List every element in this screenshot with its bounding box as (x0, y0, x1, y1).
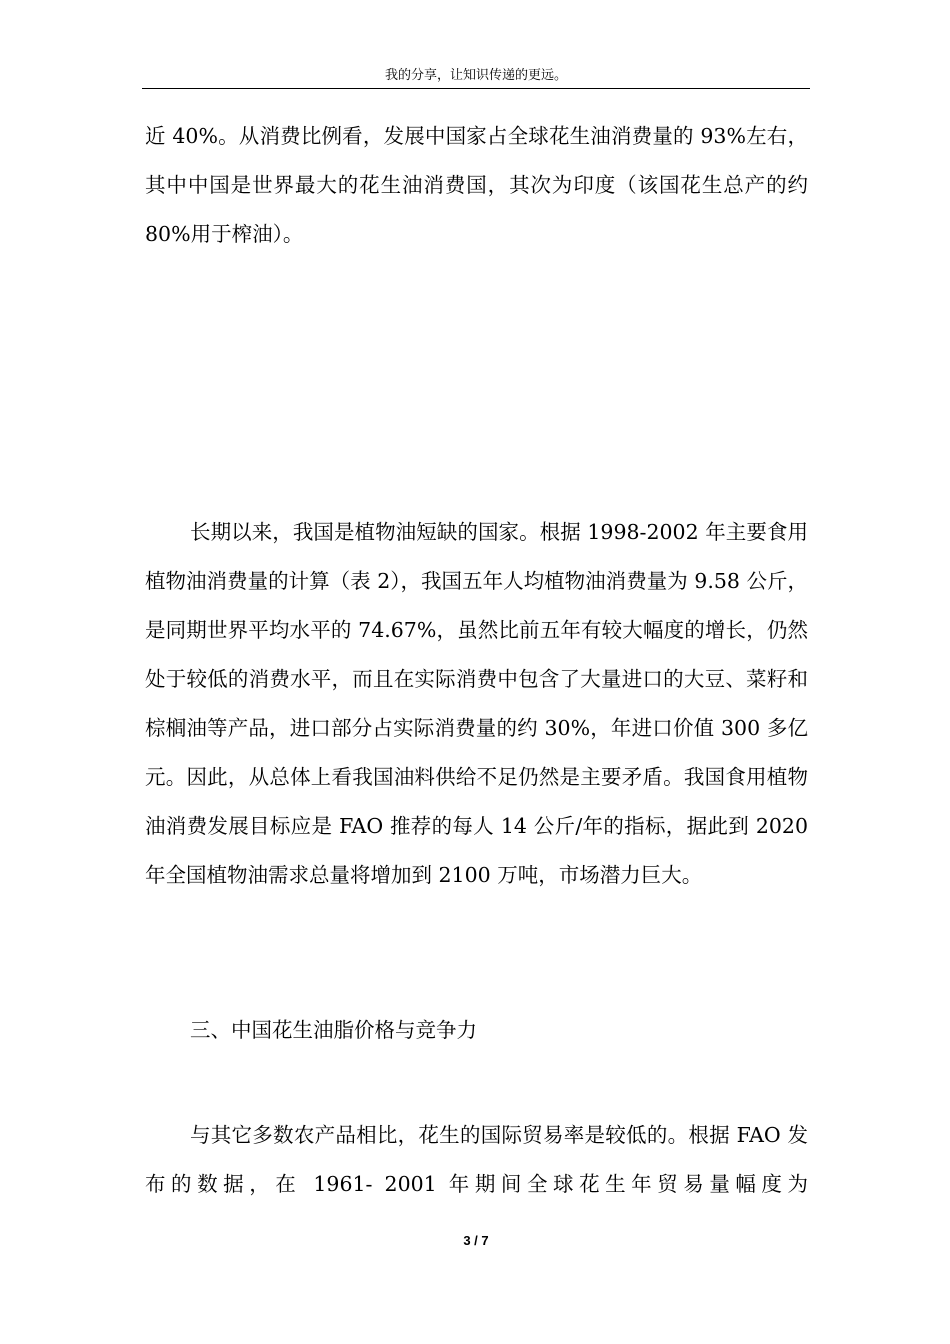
page-header: 我的分享，让知识传递的更远。 (384, 68, 567, 83)
paragraph-trade-rate (145, 1111, 808, 1209)
paragraph-consumption-share: 近 40%。从消费比例看，发展中国家占全球花生油消费量的 93%左右，其中中国是世界最大的花生油消费国，其次为印度（该国花生总产的约 80%用于榨油）。 (145, 124, 808, 246)
header-divider (142, 88, 810, 89)
page-number: 3 / 7 (463, 1233, 489, 1248)
paragraph-trade-rate-text: 与其它多数农产品相比，花生的国际贸易率是较低的。根据 FAO 发布的数据，在 1961- 2001 年期间全球花生年贸易量幅度为 (145, 1123, 808, 1196)
section-heading-price-competitiveness: 三、中国花生油脂价格与竞争力 (190, 1018, 477, 1042)
paragraph-vegetable-oil-shortage: 长期以来，我国是植物油短缺的国家。根据 1998-2002 年主要食用植物油消费量的计算（表 2），我国五年人均植物油消费量为 9.58 公斤，是同期世界平均水平的 74.67%，虽然比前五年有较大幅度的增长，仍然处于较低的消费水平，而且在实际消费中包含了大量进口的大豆、菜籽和棕榈油等产品，进口部分占实际消费量的约 30%，年进口价值 300 多亿元。因此，从总体上看我国油料供给不足仍然是主要矛盾。我国食用植物油消费发展目标应是 FAO 推荐的每人 14 公斤/年的指标，据此到 2020 年全国植物油需求总量将增加到 2100 万吨，市场潜力巨大。 (145, 520, 808, 887)
